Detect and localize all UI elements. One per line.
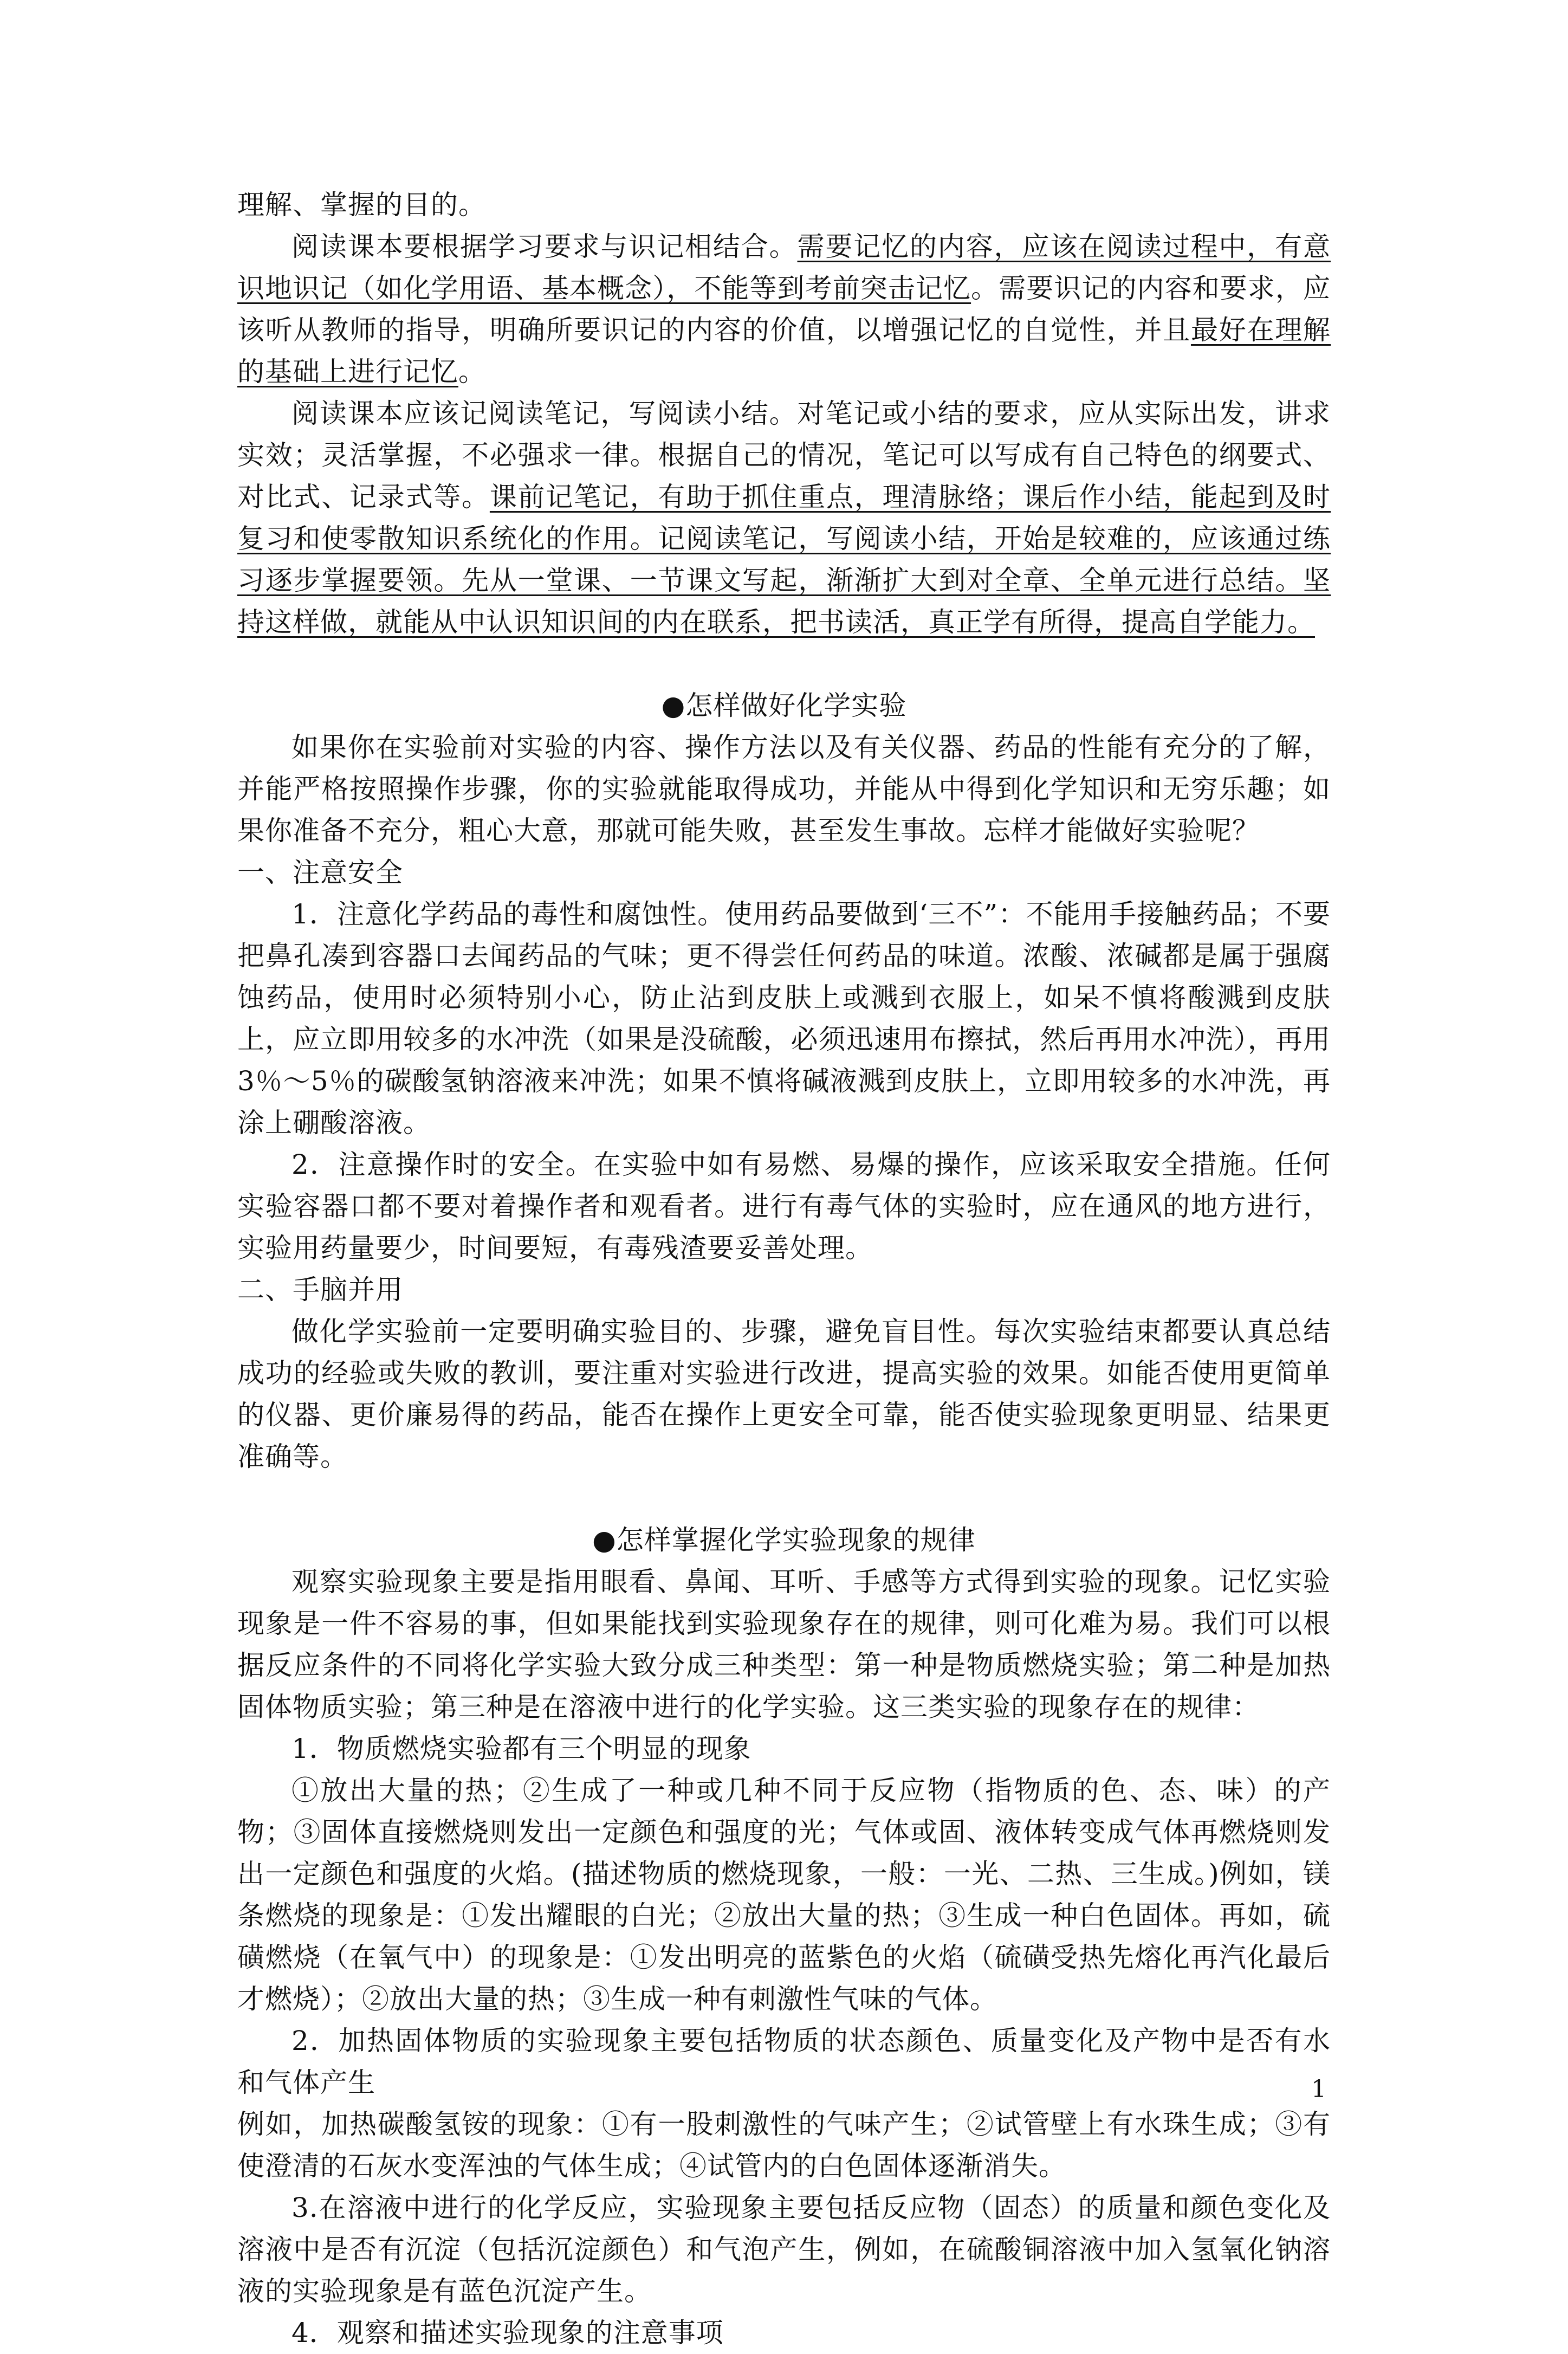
item-title-observation-notes: 4．观察和描述实验现象的注意事项 — [291, 2317, 724, 2349]
subsection-title-hands-and-mind: 二、手脑并用 — [237, 1274, 403, 1305]
paragraph-combustion: ①放出大量的热；②生成了一种或几种不同于反应物（指物质的色、态、味）的产物；③固体直接燃烧则发出一定颜色和强度的光；气体或固、液体转变成气体再燃烧则发出一定颜色和强度的火焰。(描述物质的燃烧现象，一般：一光、二热、三生成。)例如，镁条燃烧的现象是：①发出耀眼的白光；②放出大量的热；③生成一种白色固体。再如，硫磺燃烧（在氧气中）的现象是：①发出明亮的蓝紫色的火焰（硫磺受热先熔化再汽化最后才燃烧）；②放出大量的热；③生成一种有刺激性气味的气体。 — [237, 1775, 1331, 2015]
paragraph-hands-and-mind: 做化学实验前一定要明确实验目的、步骤，避免盲目性。每次实验结束都要认真总结成功的经验或失败的教训，要注重对实验进行改进，提高实验的效果。如能否使用更简单的仪器、更价廉易得的药品，能否在操作上更安全可靠，能否使实验现象更明显、结果更准确等。 — [237, 1316, 1331, 1472]
paragraph-safety-chemicals: 1．注意化学药品的毒性和腐蚀性。使用药品要做到‘三不”：不能用手接触药品；不要把鼻孔凑到容器口去闻药品的气味；更不得尝任何药品的味道。浓酸、浓碱都是属于强腐蚀药品，使用时必须特别小心，防止沾到皮肤上或溅到衣服上，如呆不慎将酸溅到皮肤上，应立即用较多的水冲洗（如果是没硫酸，必须迅速用布擦拭，然后再用水冲洗），再用 3％～5％的碳酸氢钠溶液来冲洗；如果不慎将碱液溅到皮肤上，立即用较多的水冲洗，再涂上硼酸溶液。 — [237, 898, 1331, 1139]
paragraph-experiment-intro: 如果你在实验前对实验的内容、操作方法以及有关仪器、药品的性能有充分的了解，并能严格按照操作步骤，你的实验就能取得成功，并能从中得到化学知识和无穷乐趣；如果你准备不充分，粗心大意，那就可能失败，甚至发生事故。忘样才能做好实验呢？ — [237, 732, 1331, 846]
section-heading-phenomena: ●怎样掌握化学实验现象的规律 — [592, 1524, 976, 1556]
underlined-text: 需要记忆的内容，应该在阅读过程中，有意识地识记（如化学用语、基本概念），不能等到考前突击记忆 — [237, 231, 1331, 304]
paragraph-reading-continuation: 理解、掌握的目的。 — [237, 189, 486, 221]
text-segment: 。需要识记的内容和要求，应该听从教师的指导，明确所要识记的内容的价值，以增强记忆的自觉性，并且 — [237, 273, 1331, 346]
document-page — [237, 184, 1331, 2354]
item-title-heating-solids: 2．加热固体物质的实验现象主要包括物质的状态颜色、质量变化及产物中是否有水和气体产生 — [237, 2025, 1331, 2098]
subsection-title-safety: 一、注意安全 — [237, 857, 403, 888]
text-segment: 阅读课本要根据学习要求与识记相结合。 — [291, 231, 798, 262]
paragraph-phenomena-intro: 观察实验现象主要是指用眼看、鼻闻、耳听、手感等方式得到实验的现象。记忆实验现象是一件不容易的事，但如果能找到实验现象存在的规律，则可化难为易。我们可以根据反应条件的不同将化学实验大致分成三种类型：第一种是物质燃烧实验；第二种是加热固体物质实验；第三种是在溶液中进行的化学实验。这三类实验的现象存在的规律： — [237, 1566, 1331, 1723]
underlined-text: 最好在理解的基础上进行记忆 — [237, 314, 1331, 387]
page-number: 1 — [1311, 2075, 1326, 2103]
section-heading-experiment: ●怎样做好化学实验 — [661, 690, 907, 721]
spacer — [237, 643, 1331, 685]
paragraph-reading-notes — [237, 393, 1331, 643]
text-segment: 阅读课本应该记阅读笔记，写阅读小结。对笔记或小结的要求，应从实际出发，讲求实效；灵活掌握，不必强求一律。根据自己的情况，笔记可以写成有自己特色的纲要式、对比式、记录式等。 — [237, 398, 1331, 513]
paragraph-solution-reactions: 3.在溶液中进行的化学反应，实验现象主要包括反应物（固态）的质量和颜色变化及溶液中是否有沉淀（包括沉淀颜色）和气泡产生，例如，在硫酸铜溶液中加入氢氧化钠溶液的实验现象是有蓝色沉淀产生。 — [237, 2192, 1331, 2307]
paragraph-reading-memory — [237, 226, 1331, 393]
spacer — [237, 1478, 1331, 1519]
item-title-combustion: 1．物质燃烧实验都有三个明显的现象 — [291, 1733, 751, 1764]
paragraph-heating-solids: 例如，加热碳酸氢铵的现象：①有一股刺激性的气味产生；②试管壁上有水珠生成；③有使澄清的石灰水变浑浊的气体生成；④试管内的白色固体逐渐消失。 — [237, 2109, 1331, 2182]
underlined-text: 课前记笔记，有助于抓住重点，理清脉络；课后作小结，能起到及时复习和使零散知识系统化的作用。记阅读笔记，写阅读小结，开始是较难的，应该通过练习逐步掌握要领。先从一堂课、一节课文写起，渐渐扩大到对全章、全单元进行总结。坚持这样做，就能从中认识知识间的内在联系，把书读活，真正学有所得，提高自学能力。 — [237, 481, 1331, 638]
text-segment: 。 — [458, 356, 486, 387]
paragraph-safety-operation: 2．注意操作时的安全。在实验中如有易燃、易爆的操作，应该采取安全措施。任何实验容器口都不要对着操作者和观看者。进行有毒气体的实验时，应在通风的地方进行，实验用药量要少，时间要短，有毒残渣要妥善处理。 — [237, 1149, 1331, 1264]
